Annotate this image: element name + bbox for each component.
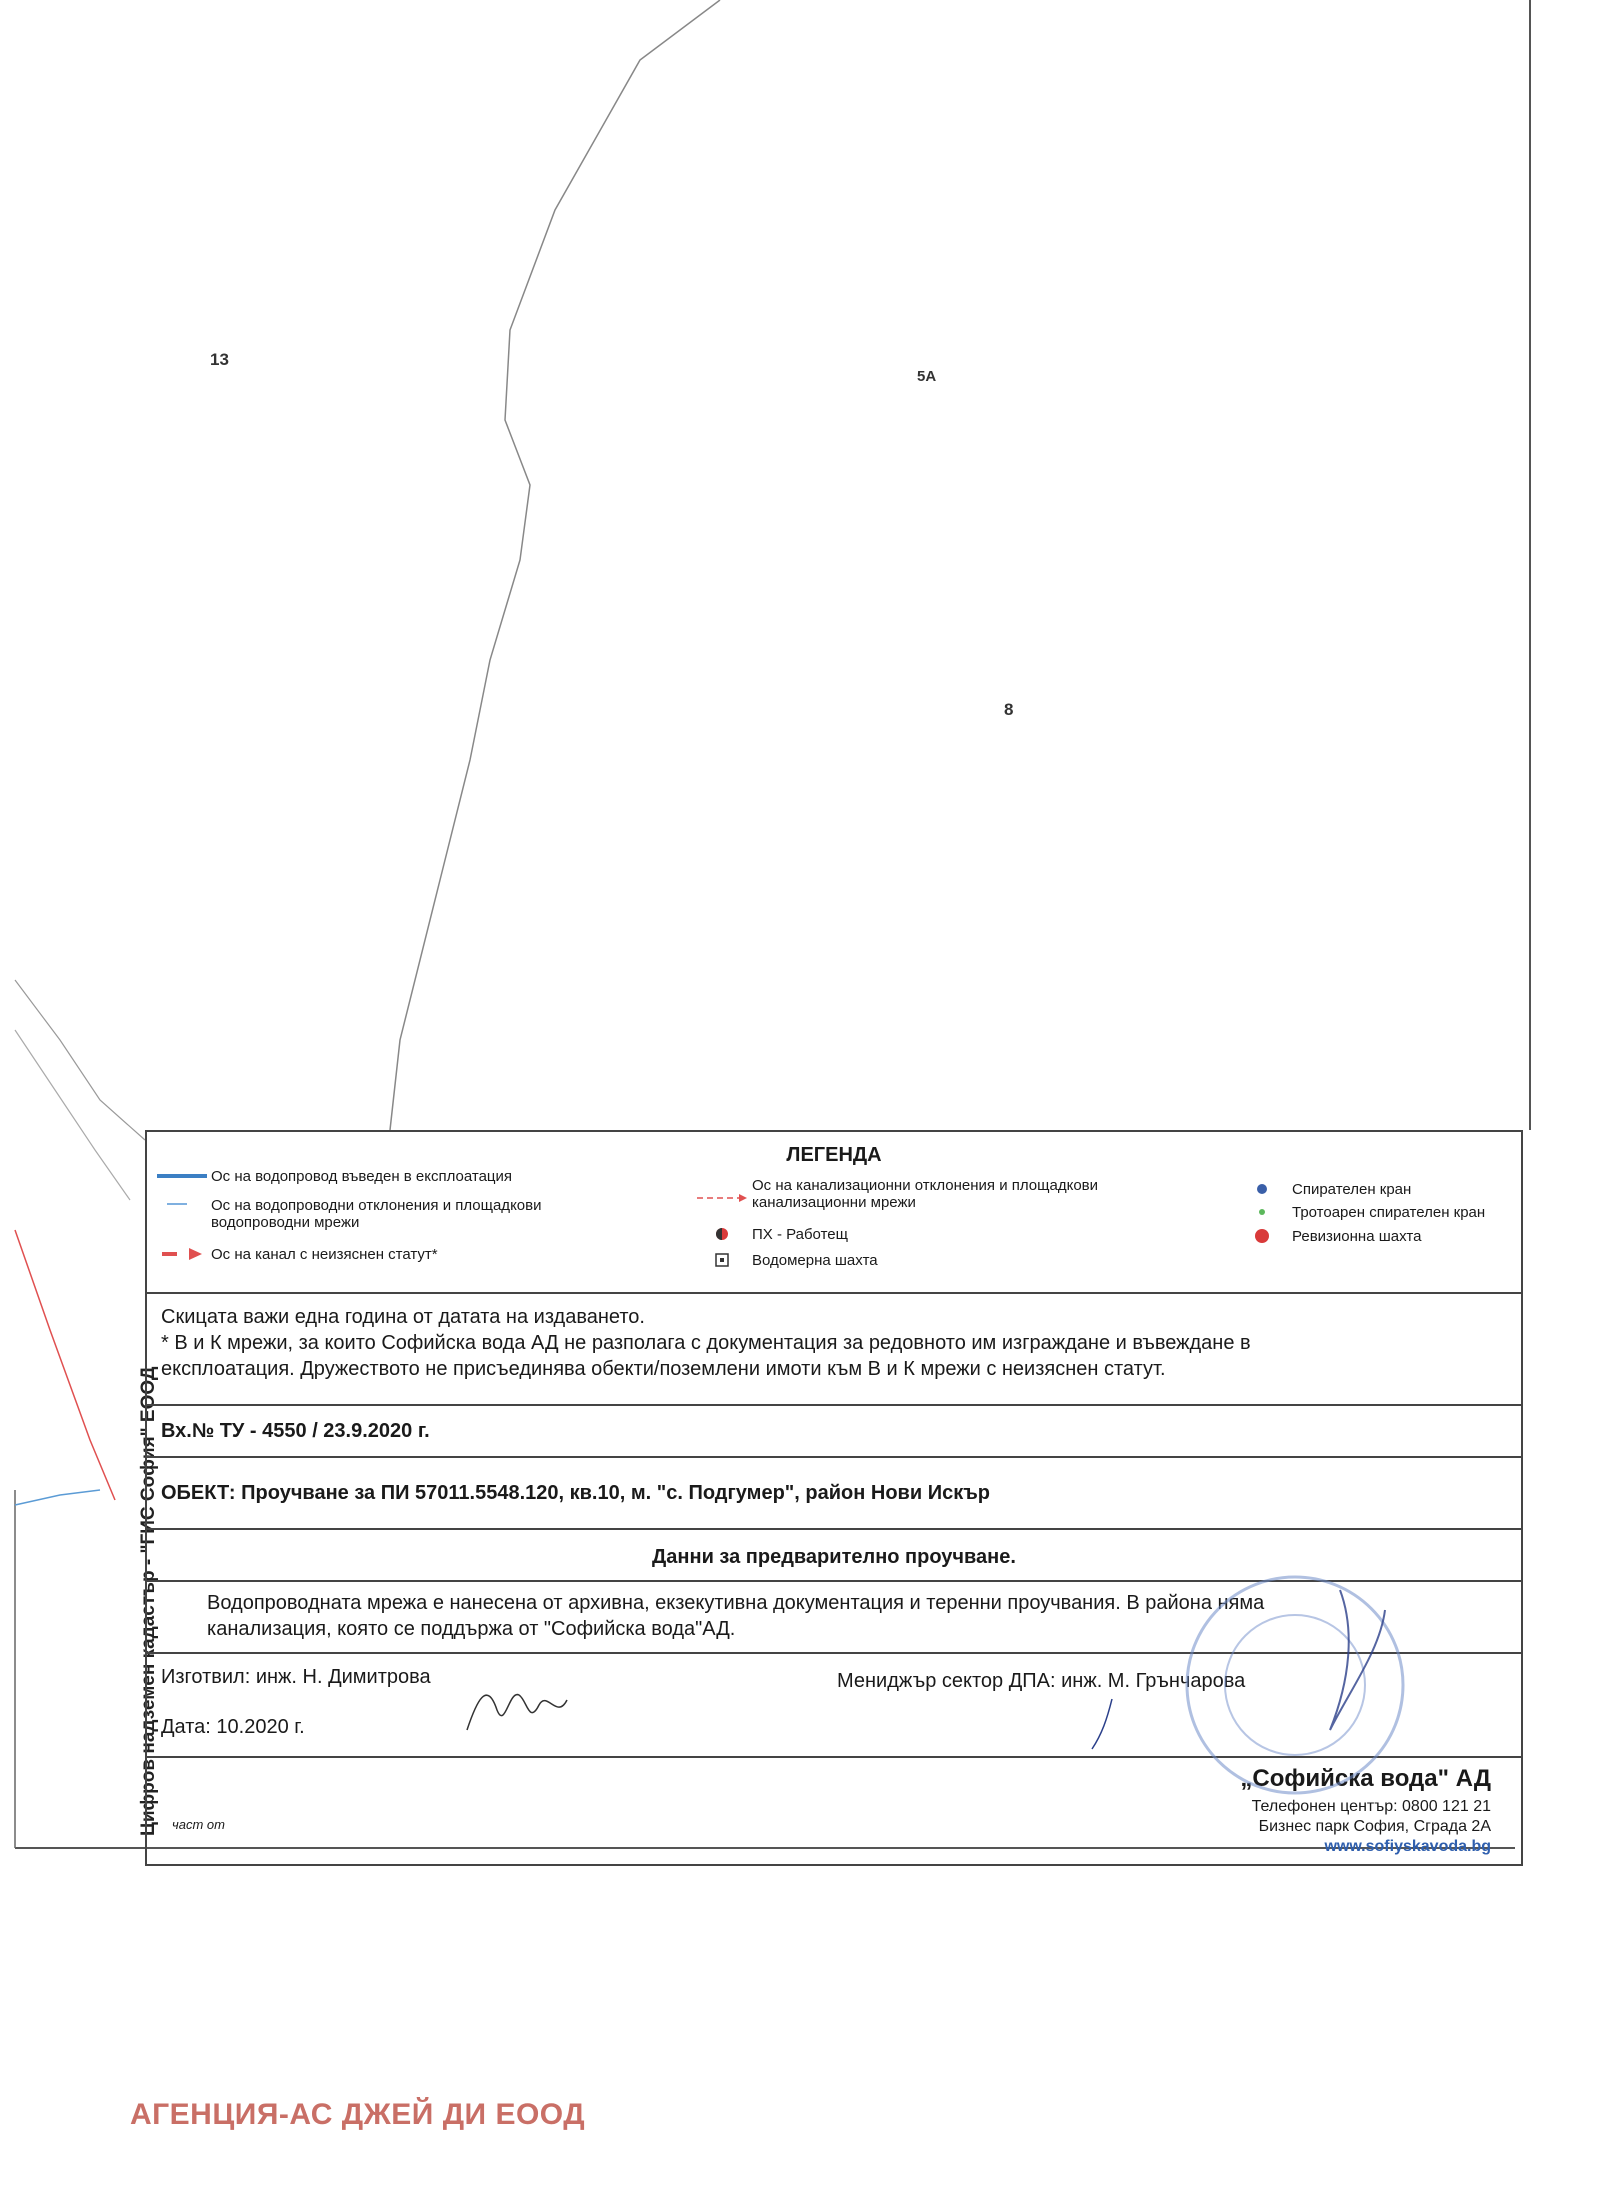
legend-title: ЛЕГЕНДА xyxy=(786,1144,882,1166)
legend-hydrant: ПХ - Работещ xyxy=(752,1226,848,1243)
reference-section xyxy=(147,1404,1521,1456)
hydrant-symbol-half xyxy=(716,1228,722,1240)
prepared-by: Изготвил: инж. Н. Димитрова xyxy=(161,1666,431,1688)
parcel-boundary xyxy=(390,0,720,1130)
legend-revision-shaft: Ревизионна шахта xyxy=(1292,1228,1422,1245)
parcel-label-8: 8 xyxy=(1004,700,1014,719)
sidewalk-valve-symbol xyxy=(1259,1209,1265,1215)
cadastre-credit: Цифров надземен кадастър - "ГИС София" ЕООД xyxy=(138,1366,159,1836)
company-website: www.sofiyskavoda.bg xyxy=(1324,1838,1491,1855)
legend-sewer-branch: Ос на канализационни отклонения и площадкови канализационни мрежи xyxy=(752,1177,1099,1211)
legend-canal: Ос на канал с неизяснен статут* xyxy=(211,1246,438,1263)
part-of: част от xyxy=(172,1817,225,1832)
notes-section xyxy=(147,1292,1521,1404)
water-branch-line xyxy=(15,1490,100,1505)
parcel-label-13: 13 xyxy=(210,350,229,369)
revision-shaft-symbol xyxy=(1255,1229,1269,1243)
canal-arrow-symbol xyxy=(189,1248,202,1260)
object-description: ОБЕКТ: Проучване за ПИ 57011.5548.120, кв.10, м. "с. Подгумер", район Нови Искър xyxy=(161,1482,990,1504)
legend xyxy=(147,1132,1521,1292)
note-validity: Скицата важи една година от датата на издаването. xyxy=(161,1306,645,1328)
data-text-line-1: Водопроводната мрежа е нанесена от архивна, екзекутивна документация и теренни проучвания. В района няма xyxy=(207,1592,1265,1614)
data-text-line-2: канализация, която се поддържа от "Софийска вода"АД. xyxy=(207,1618,736,1640)
canal-line xyxy=(15,1230,115,1500)
parcel-boundary-west-2 xyxy=(15,1030,130,1200)
company-address: Бизнес парк София, Сграда 2А xyxy=(1258,1818,1491,1835)
note-unclear-status-2: експлоатация. Дружеството не присъединява обекти/поземлени имоти към В и К мрежи с неизяснен статут. xyxy=(161,1358,1166,1380)
object-section xyxy=(147,1456,1521,1528)
legend-sidewalk-valve: Тротоарен спирателен кран xyxy=(1292,1204,1486,1221)
signature-mark-2 xyxy=(1072,1694,1132,1754)
valve-symbol xyxy=(1257,1184,1267,1194)
manager: Мениджър сектор ДПА: инж. М. Грънчарова xyxy=(837,1670,1246,1692)
legend-water-main: Ос на водопровод въведен в експлоатация xyxy=(211,1168,513,1185)
company-phone: Телефонен център: 0800 121 21 xyxy=(1251,1798,1491,1815)
company-name: „Софийска вода" АД xyxy=(1240,1765,1491,1792)
agency-watermark: АГЕНЦИЯ-АС ДЖЕЙ ДИ ЕООД xyxy=(130,2098,586,2131)
data-heading: Данни за предварително проучване. xyxy=(652,1546,1016,1568)
signature-mark xyxy=(457,1670,587,1740)
legend-valve: Спирателен кран xyxy=(1292,1181,1412,1198)
legend-water-branch: Ос на водопроводни отклонения и площадкови водопроводни мрежи xyxy=(211,1197,542,1231)
parcel-label-5a: 5А xyxy=(917,368,937,385)
sewer-arrow-symbol xyxy=(739,1194,747,1202)
meter-shaft-symbol-inner xyxy=(720,1258,724,1262)
company-stamp xyxy=(1180,1570,1410,1800)
reference-number: Вх.№ ТУ - 4550 / 23.9.2020 г. xyxy=(161,1420,430,1442)
note-unclear-status: * В и К мрежи, за които Софийска вода АД не разполага с документация за редовното им изграждане и въвеждане в xyxy=(161,1332,1251,1354)
legend-meter-shaft: Водомерна шахта xyxy=(752,1252,878,1269)
issue-date: Дата: 10.2020 г. xyxy=(161,1716,305,1738)
